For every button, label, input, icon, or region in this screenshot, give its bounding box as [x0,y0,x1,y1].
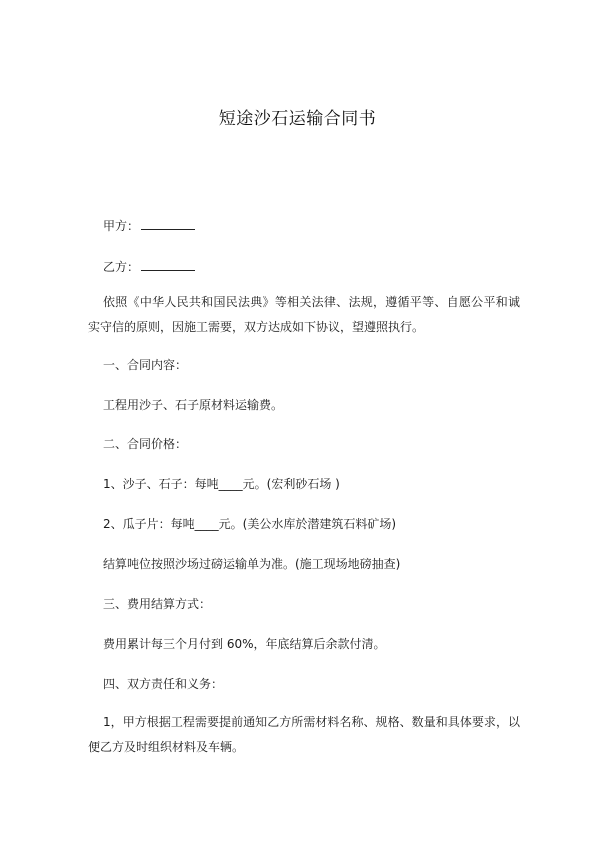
settlement-basis: 结算吨位按照沙场过磅运输单为准。(施工现场地磅抽查) [103,557,401,571]
party-b-label: 乙方： [103,260,140,274]
section3-text: 费用累计每三个月付到 60%，年底结算后余款付清。 [103,637,386,651]
section3-heading: 三、费用结算方式： [103,597,212,611]
party-a-label: 甲方： [103,219,140,233]
party-a-blank [141,217,195,230]
section2-heading: 二、合同价格： [103,437,188,451]
party-b-line [103,258,195,275]
section1-text: 工程用沙子、石子原材料运输费。 [103,398,284,412]
price-item-2: 2、瓜子片：每吨____元。(美公水库於潜建筑石料矿场) [103,517,396,531]
intro-paragraph: 依照《中华人民共和国民法典》等相关法律、法规，遵循平等、自愿公平和诚实守信的原则，因施工需要，双方达成如下协议，望遵照执行。 [88,295,520,334]
section4-heading: 四、双方责任和义务： [103,677,224,691]
party-b-blank [141,258,195,271]
section1-heading: 一、合同内容： [103,358,188,372]
document-title: 短途沙石运输合同书 [218,109,377,129]
party-a-line [103,217,195,234]
price-item-1: 1、沙子、石子：每吨____元。(宏利砂石场 ) [103,477,340,491]
duty-1-paragraph: 1，甲方根据工程需要提前通知乙方所需材料名称、规格、数量和具体要求，以便乙方及时组织材料及车辆。 [88,715,520,754]
